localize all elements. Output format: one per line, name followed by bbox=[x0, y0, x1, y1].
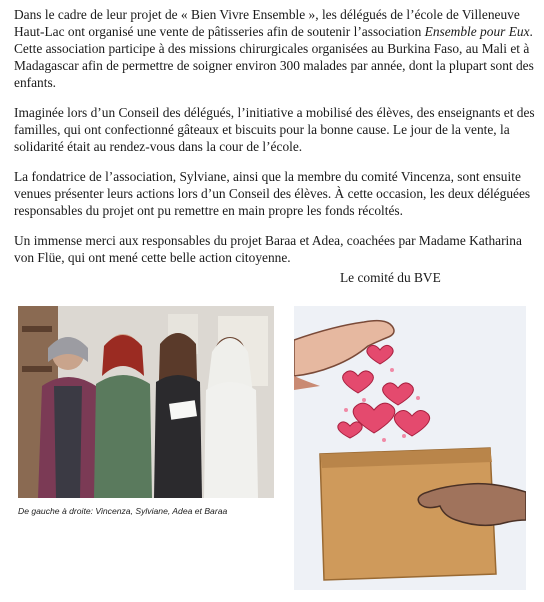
paragraph-2: Imaginée lors d’un Conseil des délégués, l’initiative a mobilisé des élèves, des enseignants et des familles, qui ont confectionné gâteaux et biscuits pour la bonne cause. Le jour de la vente, la solidarité était au rendez-vous dans la cour de l’école. bbox=[14, 105, 535, 154]
group-photo-illustration bbox=[18, 306, 274, 498]
signature: Le comité du BVE bbox=[340, 270, 441, 285]
paragraph-4: Un immense merci aux responsables du projet Baraa et Adea, coachées par Madame Katharina von Flüe, qui ont mené cette belle action citoyenne. bbox=[14, 233, 522, 265]
hands-hearts-illustration bbox=[294, 306, 526, 590]
article-text bbox=[14, 6, 536, 279]
group-photo bbox=[18, 306, 274, 498]
paragraph-1: Dans le cadre de leur projet de « Bien Vivre Ensemble », les délégués de l’école de Villeneuve Haut-Lac ont organisé une vente de pâtisseries afin de soutenir l’association Ensemble pour Eux. Cette association participe à des missions chirurgicales organisées au Burkina Faso, au Mali et à Madagascar afin de permettre de soigner environ 300 malades par année, dont la plupart sont des enfants. bbox=[14, 7, 534, 90]
association-name: Ensemble pour Eux bbox=[424, 24, 530, 39]
hands-hearts-drawing bbox=[294, 306, 526, 590]
photo-caption: De gauche à droite: Vincenza, Sylviane, Adea et Baraa bbox=[18, 506, 228, 516]
paragraph-3: La fondatrice de l’association, Sylviane, ainsi que la membre du comité Vincenza, sont ensuite venues présenter leurs actions lors d’un Conseil des élèves. À cette occasion, les deux déléguées responsables du projet ont pu remettre en main propre les fonds récoltés. bbox=[14, 169, 531, 218]
